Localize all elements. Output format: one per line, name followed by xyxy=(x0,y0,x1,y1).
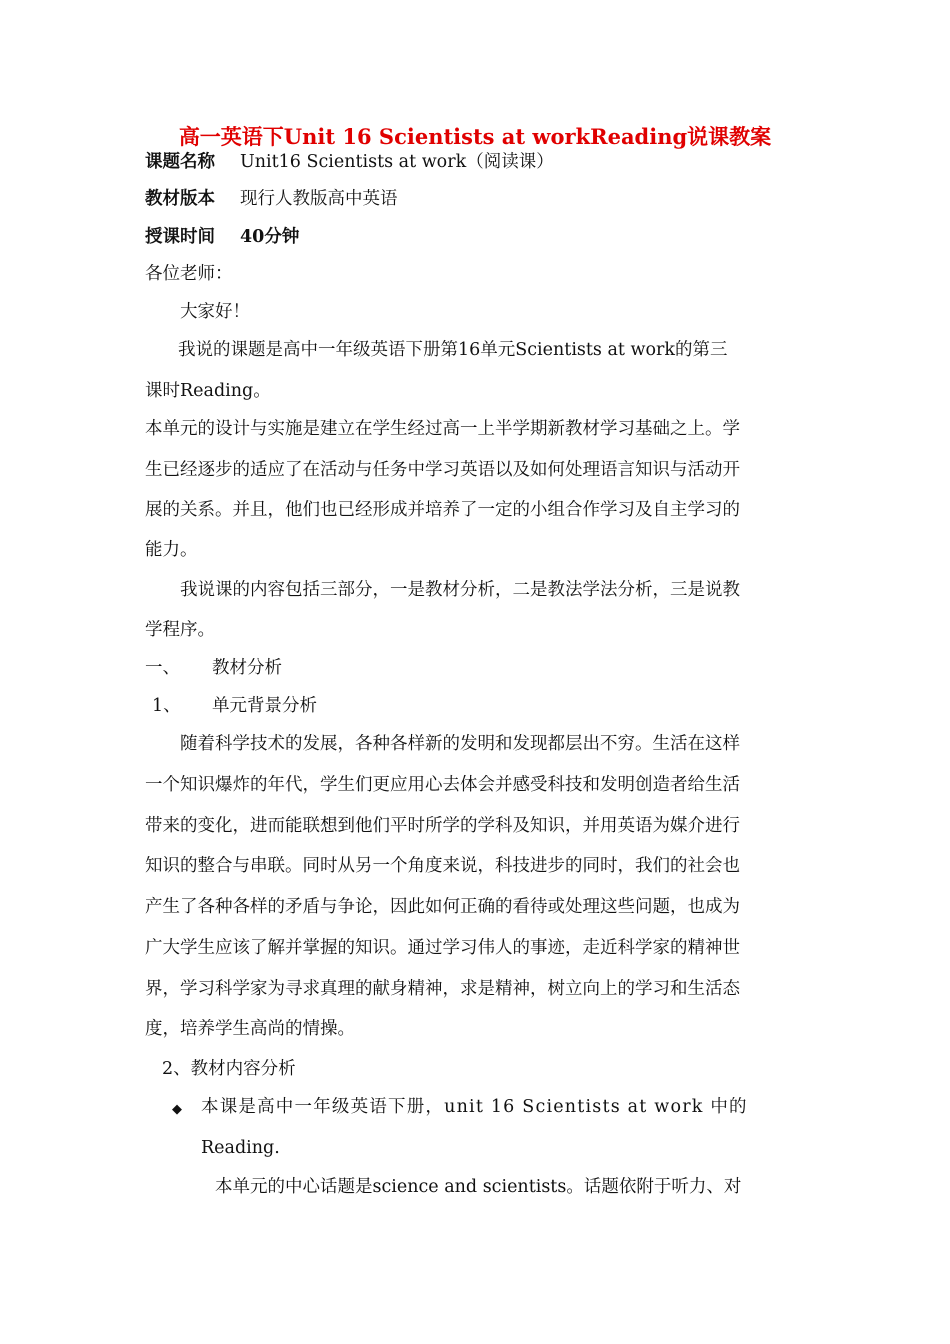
paragraph-line: 度，培养学生高尚的情操。 xyxy=(145,1019,355,1039)
subsection-heading: 单元背景分析 xyxy=(212,696,317,716)
meta-value: 40分钟 xyxy=(240,227,300,247)
paragraph-line: 能力。 xyxy=(145,540,198,560)
paragraph-line: 产生了各种各样的矛盾与争论，因此如何正确的看待或处理这些问题，也成为 xyxy=(145,897,740,917)
paragraph-line: 随着科学技术的发展，各种各样新的发明和发现都层出不穷。生活在这样 xyxy=(180,734,740,754)
meta-label: 授课时间 xyxy=(145,227,215,247)
meta-row-duration xyxy=(145,224,845,250)
meta-label: 课题名称 xyxy=(145,152,215,172)
paragraph-line: 带来的变化，进而能联想到他们平时所学的学科及知识，并用英语为媒介进行 xyxy=(145,816,740,836)
paragraph-line: 我说的课题是高中一年级英语下册第16单元Scientists at work的第三 xyxy=(178,340,728,360)
subsection-heading: 2、教材内容分析 xyxy=(162,1059,296,1079)
paragraph-line: 我说课的内容包括三部分，一是教材分析，二是教法学法分析，三是说教 xyxy=(180,580,740,600)
paragraph-line: 学程序。 xyxy=(145,620,215,640)
meta-row-edition xyxy=(145,186,845,212)
document-title: 高一英语下Unit 16 Scientists at workReading说课教案 xyxy=(178,124,772,149)
subsection-number: 1、 xyxy=(152,696,181,716)
paragraph-line: 展的关系。并且，他们也已经形成并培养了一定的小组合作学习及自主学习的 xyxy=(145,500,740,520)
bullet-text: Reading. xyxy=(201,1138,280,1158)
meta-value: 现行人教版高中英语 xyxy=(240,189,398,209)
diamond-bullet-icon: ◆ xyxy=(172,1102,182,1117)
paragraph-line: 广大学生应该了解并掌握的知识。通过学习伟人的事迹，走近科学家的精神世 xyxy=(145,938,740,958)
paragraph-line: 知识的整合与串联。同时从另一个角度来说，科技进步的同时，我们的社会也 xyxy=(145,856,740,876)
paragraph-line: 本单元的设计与实施是建立在学生经过高一上半学期新教材学习基础之上。学 xyxy=(145,419,740,439)
bullet-text: 本课是高中一年级英语下册，unit 16 Scientists at work 中的 xyxy=(201,1097,748,1117)
meta-row-topic xyxy=(145,149,845,175)
meta-label: 教材版本 xyxy=(145,189,215,209)
paragraph-line: 课时Reading。 xyxy=(145,381,271,401)
greeting: 各位老师： xyxy=(145,264,233,284)
paragraph-line: 界，学习科学家为寻求真理的献身精神，求是精神，树立向上的学习和生活态 xyxy=(145,979,740,999)
paragraph-line: 本单元的中心话题是science and scientists。话题依附于听力、对 xyxy=(215,1177,742,1197)
meta-value: Unit16 Scientists at work（阅读课） xyxy=(240,152,554,172)
paragraph-line: 生已经逐步的适应了在活动与任务中学习英语以及如何处理语言知识与活动开 xyxy=(145,460,740,480)
section-heading: 教材分析 xyxy=(212,658,282,678)
section-number: 一、 xyxy=(145,658,180,678)
hello: 大家好！ xyxy=(180,302,250,322)
paragraph-line: 一个知识爆炸的年代，学生们更应用心去体会并感受科技和发明创造者给生活 xyxy=(145,775,740,795)
